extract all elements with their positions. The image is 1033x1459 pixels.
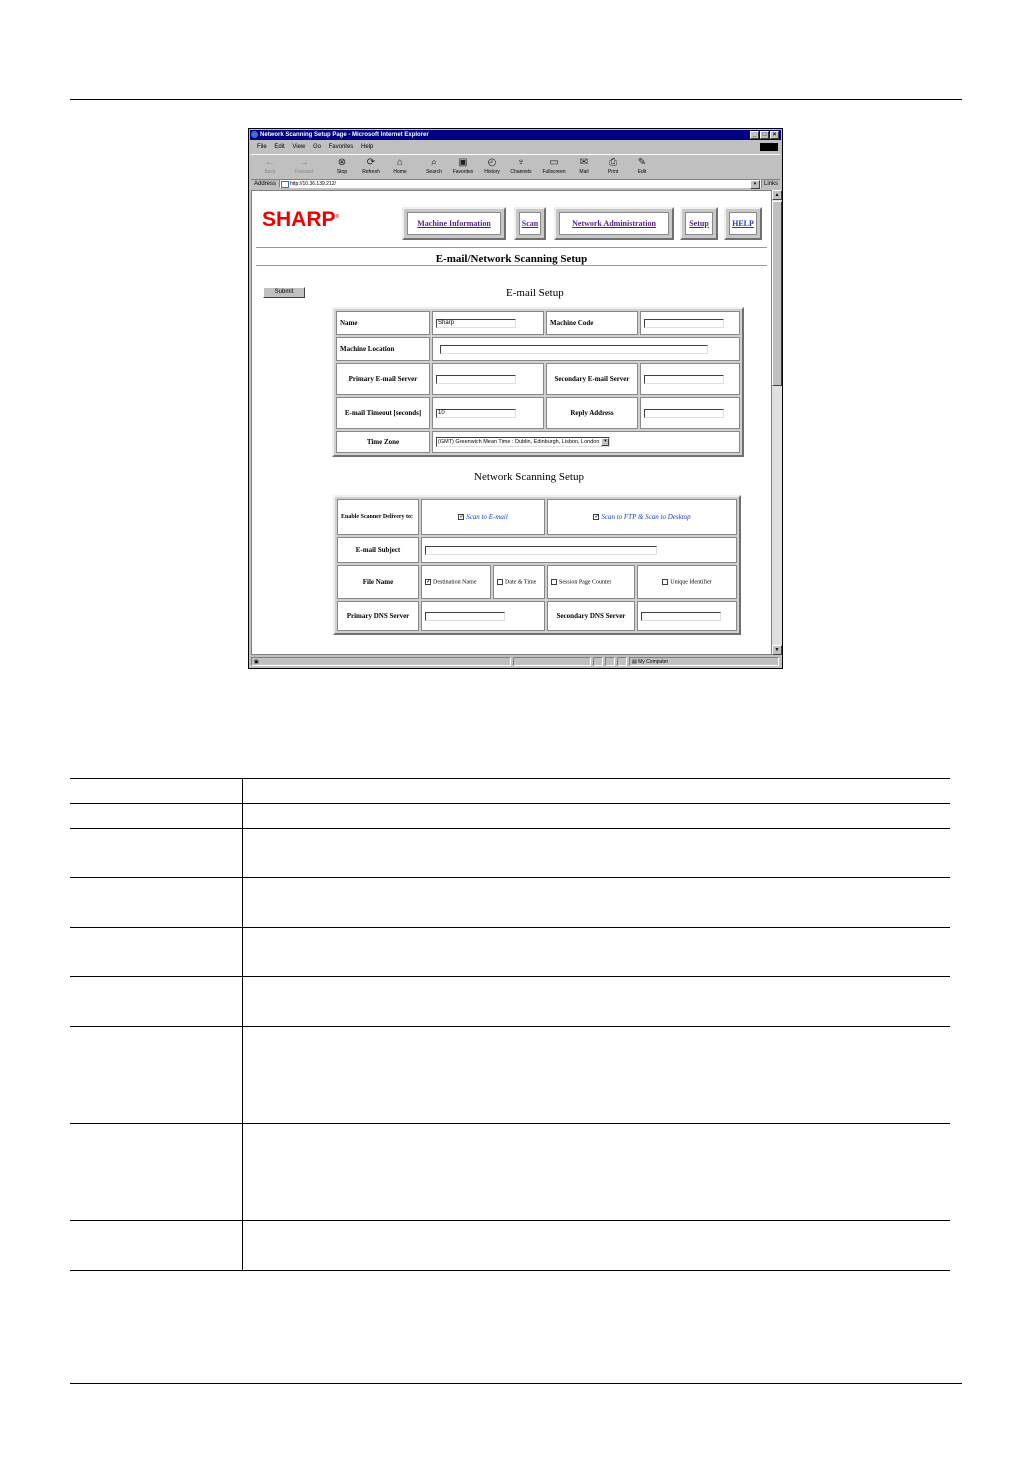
- network-scanning-setup-title: Network Scanning Setup: [474, 471, 584, 483]
- menu-bar: [251, 142, 780, 152]
- browser-window: [248, 128, 783, 669]
- print-button[interactable]: ⎙ Print: [600, 157, 626, 175]
- scroll-thumb[interactable]: [772, 201, 782, 386]
- status-zone: ▤ My Computer: [629, 657, 779, 666]
- title-bar[interactable]: [250, 130, 781, 140]
- primary-dns-field[interactable]: [425, 612, 505, 621]
- favorites-icon: ▣: [458, 157, 468, 168]
- page-icon: [281, 181, 289, 188]
- table-row: [70, 977, 950, 1027]
- address-bar: [251, 179, 780, 189]
- secondary-dns-field[interactable]: [641, 612, 721, 621]
- computer-icon: ▤: [632, 659, 639, 665]
- divider: [256, 247, 767, 248]
- stop-button[interactable]: ⊗ Stop: [329, 157, 355, 175]
- submit-button[interactable]: Submit: [263, 287, 305, 298]
- nav-scan[interactable]: [514, 207, 546, 240]
- nav-network-administration[interactable]: [554, 207, 674, 240]
- unique-identifier-label: Unique Identifier: [670, 579, 712, 586]
- nav-help-link[interactable]: HELP: [729, 212, 757, 235]
- machine-code-label: Machine Code: [546, 311, 638, 335]
- description-table: [70, 778, 950, 1271]
- status-panel: [593, 657, 603, 666]
- minimize-icon[interactable]: _: [750, 131, 759, 139]
- search-button[interactable]: ⌕ Search: [421, 157, 447, 175]
- registered-mark: ®: [335, 214, 340, 220]
- network-setup-table: [333, 495, 741, 635]
- back-button[interactable]: ← Back: [257, 157, 283, 175]
- page-viewport: [251, 190, 772, 655]
- table-row: [70, 829, 950, 878]
- date-time-checkbox[interactable]: [497, 579, 503, 585]
- destination-name-checkbox[interactable]: ✓: [426, 578, 432, 585]
- scroll-up-icon[interactable]: ▲: [772, 190, 782, 200]
- status-bar: [251, 657, 780, 667]
- enable-delivery-label: Enable Scanner Delivery to:: [337, 499, 419, 535]
- ie-icon: [251, 131, 258, 138]
- table-row: [70, 928, 950, 977]
- address-label: Address: [254, 181, 277, 187]
- page-title: E-mail/Network Scanning Setup: [435, 253, 588, 265]
- nav-setup[interactable]: [680, 207, 718, 240]
- nav-setup-link[interactable]: Setup: [685, 212, 713, 235]
- menu-file[interactable]: File: [257, 144, 267, 150]
- history-icon: ◴: [487, 157, 497, 168]
- channels-button[interactable]: ♆ Channels: [508, 157, 534, 175]
- windows-logo-icon: [760, 143, 778, 151]
- machine-location-label: Machine Location: [336, 337, 430, 361]
- table-row: [70, 1027, 950, 1124]
- name-label: Name: [336, 311, 430, 335]
- mail-button[interactable]: ✉ Mail: [571, 157, 597, 175]
- status-panel: [617, 657, 627, 666]
- back-arrow-icon: ←: [265, 157, 275, 168]
- primary-dns-label: Primary DNS Server: [337, 601, 419, 631]
- menu-view[interactable]: View: [292, 144, 306, 150]
- nav-help[interactable]: [724, 207, 762, 240]
- chevron-down-icon[interactable]: ▾: [601, 438, 609, 446]
- edit-icon: ✎: [637, 157, 647, 168]
- stop-icon: ⊗: [337, 157, 347, 168]
- secondary-email-server-field[interactable]: [644, 375, 724, 384]
- home-icon: ⌂: [396, 157, 404, 168]
- status-panel: [513, 657, 591, 666]
- search-icon: ⌕: [431, 157, 437, 168]
- toolbar: [251, 154, 780, 180]
- name-field[interactable]: Sharp: [436, 319, 516, 328]
- scan-to-email-checkbox[interactable]: ✓: [459, 514, 465, 521]
- scroll-down-icon[interactable]: ▼: [772, 645, 782, 655]
- reply-address-label: Reply Address: [546, 397, 638, 429]
- refresh-button[interactable]: ⟳ Refresh: [358, 157, 384, 175]
- menu-edit[interactable]: Edit: [274, 144, 285, 150]
- nav-machine-information[interactable]: [402, 207, 506, 240]
- favorites-button[interactable]: ▣ Favorites: [450, 157, 476, 175]
- time-zone-select[interactable]: (GMT) Greenwich Mean Time : Dublin, Edinburgh, Lisbon, London ▾: [436, 437, 610, 447]
- secondary-dns-label: Secondary DNS Server: [547, 601, 635, 631]
- destination-name-label: Destination Name: [433, 579, 477, 586]
- vertical-scrollbar[interactable]: [772, 190, 782, 655]
- home-button[interactable]: ⌂ Home: [387, 157, 413, 175]
- nav-machine-information-link[interactable]: Machine Information: [407, 212, 501, 235]
- address-url: http://10.36.139.212/: [290, 181, 336, 187]
- page-icon: ▣: [254, 659, 259, 665]
- header-rule: [70, 99, 962, 100]
- window-title: Network Scanning Setup Page - Microsoft Internet Explorer: [260, 132, 429, 138]
- menu-help[interactable]: Help: [360, 144, 374, 150]
- forward-arrow-icon: →: [299, 157, 309, 168]
- primary-email-server-field[interactable]: [436, 375, 516, 384]
- fullscreen-button[interactable]: ▭ Fullscreen: [542, 157, 566, 175]
- channels-icon: ♆: [517, 157, 525, 168]
- menu-favorites[interactable]: Favorites: [328, 144, 354, 150]
- footer-rule: [70, 1383, 962, 1384]
- scan-to-ftp-label: Scan to FTP & Scan to Desktop: [601, 513, 691, 521]
- email-setup-title: E-mail Setup: [506, 287, 564, 299]
- address-input[interactable]: [279, 179, 761, 188]
- email-timeout-label: E-mail Timeout [seconds]: [336, 397, 430, 429]
- machine-location-field[interactable]: [440, 345, 708, 354]
- chevron-down-icon[interactable]: ▾: [750, 180, 760, 189]
- forward-button[interactable]: → Forward: [291, 157, 317, 175]
- menu-go[interactable]: Go: [312, 144, 321, 150]
- edit-button[interactable]: ✎ Edit: [629, 157, 655, 175]
- close-icon[interactable]: ×: [770, 131, 779, 139]
- email-subject-field[interactable]: [425, 546, 657, 555]
- status-text: [251, 657, 511, 666]
- reply-address-field[interactable]: [644, 409, 724, 418]
- refresh-icon: ⟳: [366, 157, 376, 168]
- primary-email-server-label: Primary E-mail Server: [336, 363, 430, 395]
- file-name-label: File Name: [337, 565, 419, 599]
- session-page-counter-checkbox[interactable]: [551, 579, 557, 585]
- mail-icon: ✉: [579, 157, 589, 168]
- unique-identifier-checkbox[interactable]: [662, 579, 668, 585]
- nav-scan-link[interactable]: Scan: [519, 212, 541, 235]
- sharp-logo: SHARP®: [262, 208, 340, 231]
- divider: [256, 265, 767, 266]
- maximize-icon[interactable]: □: [760, 131, 769, 139]
- scan-to-email-label: Scan to E-mail: [466, 513, 508, 521]
- fullscreen-icon: ▭: [549, 157, 559, 168]
- history-button[interactable]: ◴ History: [479, 157, 505, 175]
- table-row: [70, 1124, 950, 1221]
- email-setup-table: [332, 307, 744, 457]
- table-row: [70, 1221, 950, 1271]
- links-button[interactable]: Links: [761, 179, 780, 188]
- nav-network-administration-link[interactable]: Network Administration: [559, 212, 669, 235]
- machine-code-field[interactable]: [644, 319, 724, 328]
- time-zone-label: Time Zone: [336, 431, 430, 453]
- print-icon: ⎙: [609, 157, 617, 168]
- scan-to-ftp-checkbox[interactable]: ✓: [594, 514, 600, 521]
- session-page-counter-label: Session Page Counter: [559, 579, 612, 586]
- date-time-label: Date & Time: [505, 579, 537, 586]
- secondary-email-server-label: Secondary E-mail Server: [546, 363, 638, 395]
- email-subject-label: E-mail Subject: [337, 537, 419, 563]
- status-panel: [605, 657, 615, 666]
- table-row: [70, 779, 950, 804]
- email-timeout-field[interactable]: 10: [436, 409, 516, 418]
- table-row: [70, 878, 950, 928]
- table-row: [70, 804, 950, 829]
